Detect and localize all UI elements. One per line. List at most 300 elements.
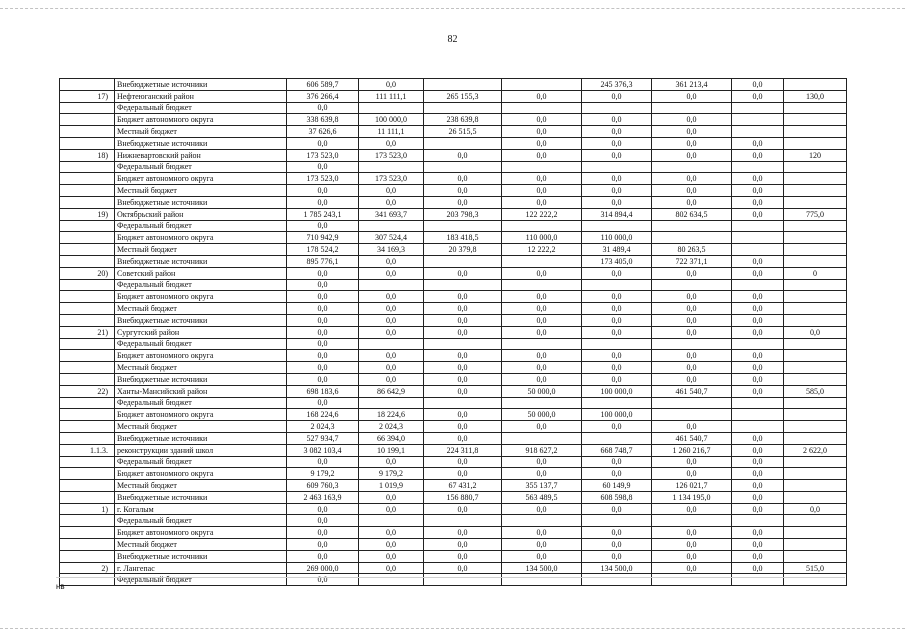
- value-cell: 0,0: [732, 149, 784, 161]
- row-code-cell: [60, 574, 115, 586]
- value-cell: 0,0: [287, 161, 359, 173]
- value-cell: 0,0: [359, 326, 424, 338]
- value-cell: 0,0: [652, 503, 732, 515]
- value-cell: [784, 244, 847, 256]
- row-code-cell: [60, 185, 115, 197]
- value-cell: 173 523,0: [287, 173, 359, 185]
- row-label-cell: Местный бюджет: [115, 244, 287, 256]
- value-cell: 2 463 163,9: [287, 491, 359, 503]
- value-cell: 110 000,0: [582, 232, 652, 244]
- row-label-cell: Федеральный бюджет: [115, 279, 287, 291]
- row-label-cell: Бюджет автономного округа: [115, 291, 287, 303]
- value-cell: 0,0: [732, 550, 784, 562]
- value-cell: 0,0: [502, 126, 582, 138]
- value-cell: 134 500,0: [582, 562, 652, 574]
- value-cell: 111 111,1: [359, 90, 424, 102]
- value-cell: [359, 574, 424, 586]
- value-cell: 0,0: [359, 503, 424, 515]
- value-cell: 0,0: [502, 527, 582, 539]
- row-code-cell: [60, 515, 115, 527]
- value-cell: 0,0: [582, 185, 652, 197]
- value-cell: 0,0: [582, 539, 652, 551]
- row-label-cell: Местный бюджет: [115, 362, 287, 374]
- value-cell: [502, 255, 582, 267]
- value-cell: 0,0: [652, 421, 732, 433]
- value-cell: 722 371,1: [652, 255, 732, 267]
- row-label-cell: Местный бюджет: [115, 303, 287, 315]
- value-cell: [424, 397, 502, 409]
- value-cell: 269 000,0: [287, 562, 359, 574]
- value-cell: 0,0: [732, 303, 784, 315]
- row-label-cell: Федеральный бюджет: [115, 515, 287, 527]
- value-cell: 173 523,0: [359, 149, 424, 161]
- row-label-cell: Федеральный бюджет: [115, 456, 287, 468]
- value-cell: 100 000,0: [582, 385, 652, 397]
- row-code-cell: [60, 173, 115, 185]
- value-cell: 461 540,7: [652, 385, 732, 397]
- value-cell: 0,0: [424, 362, 502, 374]
- table-row: [60, 421, 847, 433]
- value-cell: [784, 185, 847, 197]
- value-cell: 895 776,1: [287, 255, 359, 267]
- table-row: [60, 149, 847, 161]
- table-row: [60, 527, 847, 539]
- value-cell: 0,0: [652, 126, 732, 138]
- value-cell: [732, 279, 784, 291]
- row-code-cell: [60, 196, 115, 208]
- value-cell: 0,0: [359, 491, 424, 503]
- table-row: [60, 385, 847, 397]
- value-cell: 710 942,9: [287, 232, 359, 244]
- value-cell: 0,0: [732, 79, 784, 91]
- value-cell: 0,0: [582, 137, 652, 149]
- value-cell: [424, 102, 502, 114]
- value-cell: 86 642,9: [359, 385, 424, 397]
- value-cell: 0,0: [287, 220, 359, 232]
- row-code-cell: [60, 220, 115, 232]
- value-cell: 0,0: [732, 527, 784, 539]
- value-cell: 0,0: [424, 385, 502, 397]
- table-row: [60, 244, 847, 256]
- value-cell: 0,0: [287, 326, 359, 338]
- value-cell: [784, 468, 847, 480]
- value-cell: 515,0: [784, 562, 847, 574]
- value-cell: 802 634,5: [652, 208, 732, 220]
- table-row: [60, 515, 847, 527]
- value-cell: 0,0: [424, 373, 502, 385]
- row-label-cell: Сургутский район: [115, 326, 287, 338]
- value-cell: 3 082 103,4: [287, 444, 359, 456]
- value-cell: 0,0: [359, 562, 424, 574]
- value-cell: 0,0: [732, 456, 784, 468]
- row-code-cell: [60, 102, 115, 114]
- value-cell: 668 748,7: [582, 444, 652, 456]
- row-label-cell: Федеральный бюджет: [115, 338, 287, 350]
- value-cell: 173 405,0: [582, 255, 652, 267]
- value-cell: [652, 161, 732, 173]
- value-cell: 0,0: [732, 539, 784, 551]
- value-cell: 606 589,7: [287, 79, 359, 91]
- table-row: [60, 362, 847, 374]
- row-code-cell: [60, 244, 115, 256]
- value-cell: 0,0: [424, 539, 502, 551]
- value-cell: 361 213,4: [652, 79, 732, 91]
- value-cell: 203 798,3: [424, 208, 502, 220]
- value-cell: 60 149,9: [582, 480, 652, 492]
- value-cell: 0,0: [582, 373, 652, 385]
- value-cell: 0,0: [582, 291, 652, 303]
- value-cell: 126 021,7: [652, 480, 732, 492]
- value-cell: 341 693,7: [359, 208, 424, 220]
- value-cell: 0,0: [502, 90, 582, 102]
- value-cell: 0,0: [582, 362, 652, 374]
- value-cell: 173 523,0: [359, 173, 424, 185]
- value-cell: 0,0: [502, 539, 582, 551]
- row-label-cell: Федеральный бюджет: [115, 220, 287, 232]
- row-label-cell: Местный бюджет: [115, 185, 287, 197]
- value-cell: 0,0: [582, 126, 652, 138]
- value-cell: 0,0: [652, 550, 732, 562]
- value-cell: 0,0: [359, 255, 424, 267]
- value-cell: 0,0: [359, 291, 424, 303]
- value-cell: [502, 397, 582, 409]
- value-cell: [502, 279, 582, 291]
- value-cell: [502, 79, 582, 91]
- value-cell: 0,0: [359, 373, 424, 385]
- value-cell: 0,0: [652, 527, 732, 539]
- value-cell: 0,0: [582, 149, 652, 161]
- value-cell: 0,0: [732, 326, 784, 338]
- value-cell: [784, 550, 847, 562]
- value-cell: [424, 574, 502, 586]
- value-cell: [652, 232, 732, 244]
- value-cell: [732, 244, 784, 256]
- value-cell: 2 024,3: [359, 421, 424, 433]
- value-cell: 0,0: [732, 503, 784, 515]
- value-cell: 0,0: [287, 102, 359, 114]
- table-row: [60, 303, 847, 315]
- value-cell: [652, 220, 732, 232]
- value-cell: 0,0: [502, 267, 582, 279]
- row-code-cell: [60, 421, 115, 433]
- table-row: [60, 114, 847, 126]
- value-cell: 0,0: [732, 137, 784, 149]
- value-cell: 0,0: [732, 491, 784, 503]
- row-label-cell: Нефтеюганский район: [115, 90, 287, 102]
- value-cell: 0,0: [287, 503, 359, 515]
- value-cell: 122 222,2: [502, 208, 582, 220]
- value-cell: 0,0: [424, 173, 502, 185]
- value-cell: 0,0: [424, 185, 502, 197]
- table-row: [60, 326, 847, 338]
- value-cell: 20 379,8: [424, 244, 502, 256]
- value-cell: [784, 432, 847, 444]
- value-cell: [424, 338, 502, 350]
- value-cell: 0,0: [582, 456, 652, 468]
- value-cell: 0,0: [652, 90, 732, 102]
- scan-edge-top: [0, 0, 905, 9]
- value-cell: 18 224,6: [359, 409, 424, 421]
- value-cell: 0,0: [359, 303, 424, 315]
- value-cell: [652, 397, 732, 409]
- value-cell: 0,0: [582, 90, 652, 102]
- value-cell: 0,0: [784, 503, 847, 515]
- value-cell: 0,0: [359, 185, 424, 197]
- value-cell: 0,0: [424, 562, 502, 574]
- value-cell: 0,0: [287, 539, 359, 551]
- value-cell: 120: [784, 149, 847, 161]
- row-label-cell: Внебюджетные источники: [115, 255, 287, 267]
- value-cell: [582, 279, 652, 291]
- value-cell: 0,0: [502, 149, 582, 161]
- value-cell: [732, 338, 784, 350]
- table-row: [60, 468, 847, 480]
- value-cell: [502, 338, 582, 350]
- value-cell: [502, 515, 582, 527]
- value-cell: 0,0: [582, 421, 652, 433]
- value-cell: 0,0: [287, 350, 359, 362]
- value-cell: [784, 196, 847, 208]
- value-cell: 0,0: [502, 114, 582, 126]
- value-cell: 0,0: [652, 562, 732, 574]
- value-cell: 0,0: [424, 456, 502, 468]
- value-cell: [502, 102, 582, 114]
- value-cell: 307 524,4: [359, 232, 424, 244]
- table-row: [60, 79, 847, 91]
- value-cell: 0,0: [582, 114, 652, 126]
- value-cell: 775,0: [784, 208, 847, 220]
- value-cell: [732, 574, 784, 586]
- table-row: [60, 196, 847, 208]
- value-cell: [582, 397, 652, 409]
- value-cell: 10 199,1: [359, 444, 424, 456]
- budget-table-container: [59, 78, 846, 586]
- value-cell: [732, 409, 784, 421]
- row-label-cell: Федеральный бюджет: [115, 102, 287, 114]
- value-cell: 0,0: [652, 539, 732, 551]
- value-cell: 527 934,7: [287, 432, 359, 444]
- row-code-cell: 19): [60, 208, 115, 220]
- value-cell: [784, 114, 847, 126]
- value-cell: 245 376,3: [582, 79, 652, 91]
- value-cell: 0,0: [502, 421, 582, 433]
- value-cell: [784, 137, 847, 149]
- value-cell: [424, 137, 502, 149]
- row-code-cell: 2): [60, 562, 115, 574]
- value-cell: 0,0: [359, 362, 424, 374]
- value-cell: 0,0: [287, 373, 359, 385]
- value-cell: 0,0: [732, 480, 784, 492]
- value-cell: [784, 173, 847, 185]
- value-cell: [732, 161, 784, 173]
- value-cell: 1 134 195,0: [652, 491, 732, 503]
- value-cell: [732, 232, 784, 244]
- value-cell: 0,0: [652, 350, 732, 362]
- value-cell: 0,0: [287, 185, 359, 197]
- value-cell: 0,0: [502, 503, 582, 515]
- row-code-cell: [60, 291, 115, 303]
- value-cell: 0,0: [652, 373, 732, 385]
- value-cell: 12 222,2: [502, 244, 582, 256]
- row-code-cell: [60, 137, 115, 149]
- row-code-cell: [60, 126, 115, 138]
- value-cell: 585,0: [784, 385, 847, 397]
- table-row: [60, 126, 847, 138]
- value-cell: 0,0: [424, 409, 502, 421]
- value-cell: 0,0: [582, 196, 652, 208]
- value-cell: 0,0: [424, 503, 502, 515]
- row-code-cell: [60, 255, 115, 267]
- table-row: [60, 373, 847, 385]
- value-cell: 0,0: [582, 314, 652, 326]
- value-cell: 0,0: [652, 114, 732, 126]
- value-cell: 0,0: [502, 303, 582, 315]
- value-cell: 0,0: [424, 326, 502, 338]
- value-cell: 0,0: [359, 137, 424, 149]
- table-row: [60, 432, 847, 444]
- value-cell: 0,0: [652, 149, 732, 161]
- page-number: 82: [447, 34, 458, 45]
- row-code-cell: [60, 432, 115, 444]
- value-cell: 0,0: [287, 267, 359, 279]
- value-cell: [784, 291, 847, 303]
- row-code-cell: 1.1.3.: [60, 444, 115, 456]
- row-label-cell: Местный бюджет: [115, 480, 287, 492]
- value-cell: 0,0: [287, 137, 359, 149]
- budget-table-body: [60, 79, 847, 586]
- value-cell: 0,0: [582, 468, 652, 480]
- value-cell: [784, 232, 847, 244]
- row-code-cell: [60, 314, 115, 326]
- value-cell: 0,0: [502, 326, 582, 338]
- value-cell: 0,0: [582, 550, 652, 562]
- value-cell: 0,0: [287, 291, 359, 303]
- table-row: [60, 397, 847, 409]
- row-code-cell: [60, 491, 115, 503]
- row-label-cell: Местный бюджет: [115, 126, 287, 138]
- value-cell: [784, 126, 847, 138]
- value-cell: 0,0: [502, 314, 582, 326]
- row-label-cell: Местный бюджет: [115, 539, 287, 551]
- value-cell: 0,0: [287, 303, 359, 315]
- value-cell: [359, 279, 424, 291]
- row-label-cell: Октябрьский район: [115, 208, 287, 220]
- value-cell: 0,0: [424, 196, 502, 208]
- value-cell: 355 137,7: [502, 480, 582, 492]
- value-cell: 0,0: [732, 255, 784, 267]
- value-cell: [582, 432, 652, 444]
- value-cell: 0,0: [652, 468, 732, 480]
- value-cell: 66 394,0: [359, 432, 424, 444]
- value-cell: [784, 220, 847, 232]
- table-row: [60, 314, 847, 326]
- value-cell: [784, 456, 847, 468]
- value-cell: 0,0: [424, 350, 502, 362]
- value-cell: 918 627,2: [502, 444, 582, 456]
- value-cell: 0,0: [582, 527, 652, 539]
- row-code-cell: [60, 350, 115, 362]
- value-cell: 168 224,6: [287, 409, 359, 421]
- value-cell: [784, 102, 847, 114]
- value-cell: [784, 303, 847, 315]
- table-row: [60, 267, 847, 279]
- value-cell: 238 639,8: [424, 114, 502, 126]
- value-cell: 0,0: [582, 173, 652, 185]
- value-cell: 0,0: [424, 291, 502, 303]
- row-code-cell: [60, 79, 115, 91]
- value-cell: 0,0: [652, 267, 732, 279]
- row-code-cell: [60, 362, 115, 374]
- value-cell: 0,0: [732, 208, 784, 220]
- value-cell: 100 000,0: [359, 114, 424, 126]
- value-cell: [502, 220, 582, 232]
- value-cell: 0,0: [287, 279, 359, 291]
- value-cell: 0,0: [652, 314, 732, 326]
- value-cell: 0,0: [732, 373, 784, 385]
- table-row: [60, 232, 847, 244]
- value-cell: 0: [784, 267, 847, 279]
- value-cell: 0,0: [652, 137, 732, 149]
- value-cell: [732, 220, 784, 232]
- value-cell: [359, 338, 424, 350]
- value-cell: [359, 515, 424, 527]
- value-cell: [784, 421, 847, 433]
- value-cell: [359, 397, 424, 409]
- value-cell: 0,0: [424, 468, 502, 480]
- value-cell: [732, 126, 784, 138]
- value-cell: 0,0: [424, 527, 502, 539]
- value-cell: 0,0: [784, 326, 847, 338]
- value-cell: [784, 350, 847, 362]
- row-code-cell: [60, 550, 115, 562]
- value-cell: [424, 515, 502, 527]
- value-cell: 224 311,8: [424, 444, 502, 456]
- row-code-cell: [60, 468, 115, 480]
- row-label-cell: Бюджет автономного округа: [115, 350, 287, 362]
- row-code-cell: 17): [60, 90, 115, 102]
- table-row: [60, 503, 847, 515]
- value-cell: 0,0: [359, 456, 424, 468]
- row-label-cell: Бюджет автономного округа: [115, 173, 287, 185]
- value-cell: [582, 515, 652, 527]
- value-cell: 0,0: [287, 574, 359, 586]
- value-cell: 0,0: [582, 350, 652, 362]
- value-cell: 31 489,4: [582, 244, 652, 256]
- value-cell: [424, 220, 502, 232]
- value-cell: [582, 574, 652, 586]
- value-cell: [784, 255, 847, 267]
- value-cell: 0,0: [502, 137, 582, 149]
- row-code-cell: [60, 397, 115, 409]
- table-row: [60, 161, 847, 173]
- value-cell: 0,0: [287, 550, 359, 562]
- row-label-cell: Ханты-Мансийский район: [115, 385, 287, 397]
- table-row: [60, 409, 847, 421]
- value-cell: 0,0: [359, 196, 424, 208]
- value-cell: 0,0: [424, 550, 502, 562]
- row-label-cell: Внебюджетные источники: [115, 196, 287, 208]
- value-cell: 0,0: [582, 303, 652, 315]
- table-row: [60, 562, 847, 574]
- table-row: [60, 444, 847, 456]
- value-cell: [582, 338, 652, 350]
- row-label-cell: Внебюджетные источники: [115, 550, 287, 562]
- row-code-cell: 1): [60, 503, 115, 515]
- value-cell: 80 263,5: [652, 244, 732, 256]
- table-row: [60, 185, 847, 197]
- value-cell: [359, 102, 424, 114]
- value-cell: [582, 102, 652, 114]
